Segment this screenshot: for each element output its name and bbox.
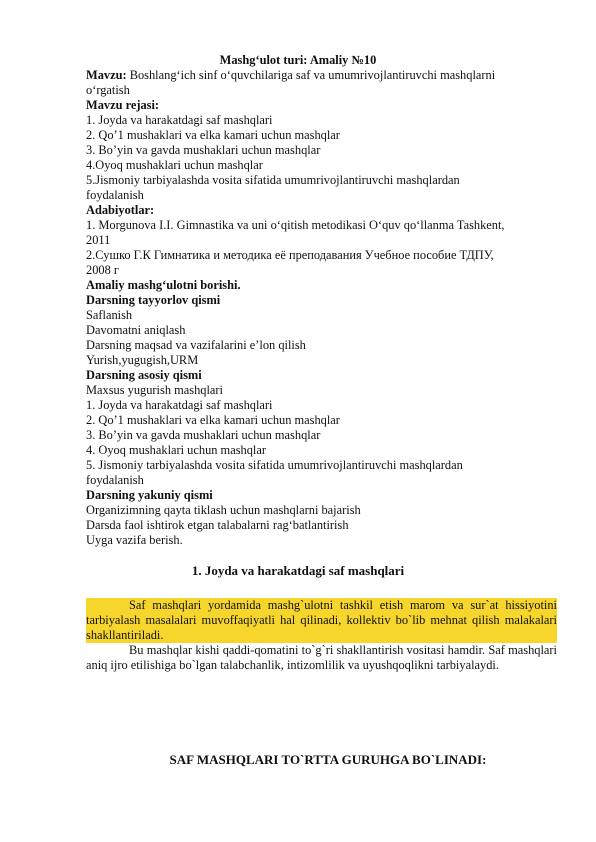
plan-item: 1. Joyda va harakatdagi saf mashqlari: [86, 113, 273, 127]
body-paragraph: Bu mashqlar kishi qaddi-qomatini to`g`ri shakllantirish vositasi hamdir. Saf mashqlari aniq ijro etilishiga bo`lgan talabchanlik, intizomlilik va uyushqoqlikni tarbiyalaydi.: [86, 643, 557, 672]
section-body: [86, 598, 557, 673]
literature-item: 2011: [86, 233, 111, 247]
main-part-item: 3. Bo’yin va gavda mushaklari uchun mashqlar: [86, 428, 321, 442]
main-part-item: Maxsus yugurish mashqlari: [86, 383, 223, 397]
final-part-item: Organizimning qayta tiklash uchun mashqlarni bajarish: [86, 503, 361, 517]
topic-label: Mavzu:: [86, 68, 127, 82]
main-part-item: 2. Qo’1 mushaklari va elka kamari uchun mashqlar: [86, 413, 340, 427]
preparatory-item: Saflanish: [86, 308, 133, 322]
topic-text-continued: o‘rgatish: [86, 83, 130, 97]
subsection-heading: SAF MASHQLARI TO`RTTA GURUHGA BO`LINADI:: [169, 752, 487, 767]
literature-heading: Adabiyotlar:: [86, 203, 155, 217]
plan-item: foydalanish: [86, 188, 144, 202]
plan-item: 2. Qo’1 mushaklari va elka kamari uchun mashqlar: [86, 128, 340, 142]
main-part-heading: Darsning asosiy qismi: [86, 368, 202, 382]
main-part-item: 4. Oyoq mushaklari uchun mashqlar: [86, 443, 266, 457]
literature-item: 2008 г: [86, 263, 119, 277]
plan-item: 4.Oyoq mushaklari uchun mashqlar: [86, 158, 263, 172]
main-part-item: 5. Jismoniy tarbiyalashda vosita sifatida umumrivojlantiruvchi mashqlardan: [86, 458, 463, 472]
plan-heading: Mavzu rejasi:: [86, 98, 160, 112]
final-part-item: Darsda faol ishtirok etgan talabalarni rag‘batlantirish: [86, 518, 349, 532]
literature-item: 1. Morgunova I.I. Gimnastika va uni o‘qitish metodikasi O‘quv qo‘llanma Tashkent,: [86, 218, 505, 232]
highlighted-paragraph: Saf mashqlari yordamida mashg`ulotni tashkil etish marom va sur`at hissiyotini tarbiyalash masalalari muvoffaqiyatli hal qilinadi, kollektiv bo`lib mehnat qilish malakalari shakllantiriladi.: [86, 598, 557, 642]
lesson-progress-heading: Amaliy mashg‘ulotni borishi.: [86, 278, 241, 292]
final-part-item: Uyga vazifa berish.: [86, 533, 183, 547]
final-part-heading: Darsning yakuniy qismi: [86, 488, 213, 502]
preparatory-item: Darsning maqsad va vazifalarini e’lon qilish: [86, 338, 306, 352]
topic-line: [86, 68, 495, 83]
literature-item: 2.Сушко Г.К Гимнатика и методика её преподавания Учебное пособие ТДПУ,: [86, 248, 494, 262]
preparatory-part-heading: Darsning tayyorlov qismi: [86, 293, 221, 307]
plan-item: 5.Jismoniy tarbiyalashda vosita sifatida umumrivojlantiruvchi mashqlardan: [86, 173, 460, 187]
plan-item: 3. Bo’yin va gavda mushaklari uchun mashqlar: [86, 143, 321, 157]
preparatory-item: Yurish,yugugish,URM: [86, 353, 199, 367]
preparatory-item: Davomatni aniqlash: [86, 323, 186, 337]
topic-text: Boshlang‘ich sinf o‘quvchilariga saf va umumrivojlantiruvchi mashqlarni: [126, 68, 496, 82]
main-part-item: foydalanish: [86, 473, 144, 487]
section-heading: 1. Joyda va harakatdagi saf mashqlari: [191, 563, 405, 578]
document-title: Mashg‘ulot turi: Amaliy №10: [219, 53, 377, 67]
main-part-item: 1. Joyda va harakatdagi saf mashqlari: [86, 398, 273, 412]
